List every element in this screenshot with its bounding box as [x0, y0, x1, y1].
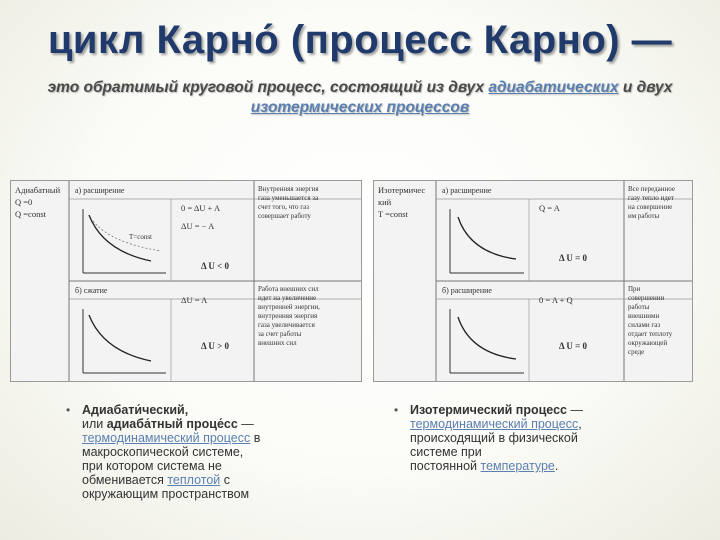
bullet-adiabatic: • Адиабати́ческий, или адиаба́тный проце́сс — термодинамический процесс в макроскопической системе, при котором система не обменивается теплотой с окружающим пространством: [66, 403, 261, 501]
row1-curve-label: T=const: [129, 233, 152, 241]
r-row1-eq1: Q = A: [539, 203, 560, 213]
svg-text:газу тепло идет: газу тепло идет: [628, 194, 674, 202]
svg-text:окружающей: окружающей: [628, 339, 668, 347]
svg-text:отдает теплоту: отдает теплоту: [628, 330, 673, 338]
slide-title: цикл Карно́ (процесс Карно) —: [47, 18, 673, 62]
link-thermo-process-2[interactable]: термодинамический процесс: [410, 417, 579, 431]
svg-text:Работа внешних сил: Работа внешних сил: [258, 285, 319, 293]
row1-result: Δ U < 0: [201, 261, 230, 271]
svg-text:внешними: внешними: [628, 312, 660, 320]
row2-result: Δ U > 0: [201, 341, 230, 351]
row1-eq2: ΔU = − A: [181, 221, 215, 231]
svg-text:T =const: T =const: [378, 209, 408, 219]
subtitle-text-2: и двух: [618, 79, 673, 96]
link-heat[interactable]: теплотой: [167, 473, 221, 487]
svg-text:Внутренняя энергия: Внутренняя энергия: [258, 185, 319, 193]
svg-text:совершает работу: совершает работу: [258, 212, 311, 220]
r-row2-eq1: 0 = A + Q: [539, 295, 573, 305]
header-adiabatic: Адиабатный: [15, 185, 61, 195]
svg-text:кий: кий: [378, 197, 392, 207]
row1-eq1: 0 = ΔU + A: [181, 203, 221, 213]
svg-text:среде: среде: [628, 348, 645, 356]
svg-text:внутренней энергии,: внутренней энергии,: [258, 303, 320, 311]
svg-text:внутренняя энергия: внутренняя энергия: [258, 312, 318, 320]
r-row1-result: Δ U = 0: [559, 253, 588, 263]
svg-text:Q =const: Q =const: [15, 209, 46, 219]
svg-text:При: При: [628, 285, 641, 293]
svg-text:за счет работы: за счет работы: [258, 330, 302, 338]
subtitle-text-1: это обратимый круговой процесс, состоящий из двух: [47, 79, 489, 96]
bullet-icon: •: [66, 403, 71, 417]
slide-subtitle: [8, 78, 712, 118]
svg-text:газа уменьшается за: газа уменьшается за: [258, 194, 319, 202]
r-row2-head: б) расширение: [442, 286, 492, 295]
link-thermo-process[interactable]: термодинамический процесс: [82, 431, 251, 445]
row2-head: б) сжатие: [75, 286, 108, 295]
row2-eq1: ΔU = A: [181, 295, 208, 305]
svg-text:на совершение: на совершение: [628, 203, 673, 211]
bullet-icon: •: [394, 403, 399, 417]
svg-text:газа увеличивается: газа увеличивается: [258, 321, 315, 329]
adiabatic-table-image: [10, 180, 362, 382]
svg-text:им работы: им работы: [628, 212, 660, 220]
term-isothermal: Изотермический процесс: [410, 403, 567, 417]
isothermal-table-image: [373, 180, 693, 382]
r-row2-result: Δ U = 0: [559, 341, 588, 351]
svg-text:идет на увеличение: идет на увеличение: [258, 294, 317, 302]
svg-text:силами газ: силами газ: [628, 321, 661, 329]
svg-text:внешних сил: внешних сил: [258, 339, 297, 347]
header-isothermal: Изотермичес: [378, 185, 426, 195]
link-temperature[interactable]: температуре: [480, 459, 555, 473]
bullet-isothermal: • Изотермический процесс — термодинамический процесс, происходящий в физической системе при постоянной температуре.: [394, 403, 583, 473]
row1-head: а) расширение: [75, 186, 125, 195]
link-adiabatic[interactable]: адиабатических: [488, 79, 619, 96]
svg-text:совершении: совершении: [628, 294, 665, 302]
term-adiabatic-process: адиаба́тный проце́сс: [106, 417, 238, 431]
svg-text:Все переданное: Все переданное: [628, 185, 675, 193]
svg-text:работы: работы: [628, 303, 650, 311]
link-isothermal[interactable]: изотермических процессов: [250, 99, 470, 116]
svg-text:Q =0: Q =0: [15, 197, 33, 207]
term-adiabatic: Адиабати́ческий,: [82, 403, 189, 417]
r-row1-head: а) расширение: [442, 186, 492, 195]
svg-text:счет того, что газ: счет того, что газ: [258, 203, 310, 211]
